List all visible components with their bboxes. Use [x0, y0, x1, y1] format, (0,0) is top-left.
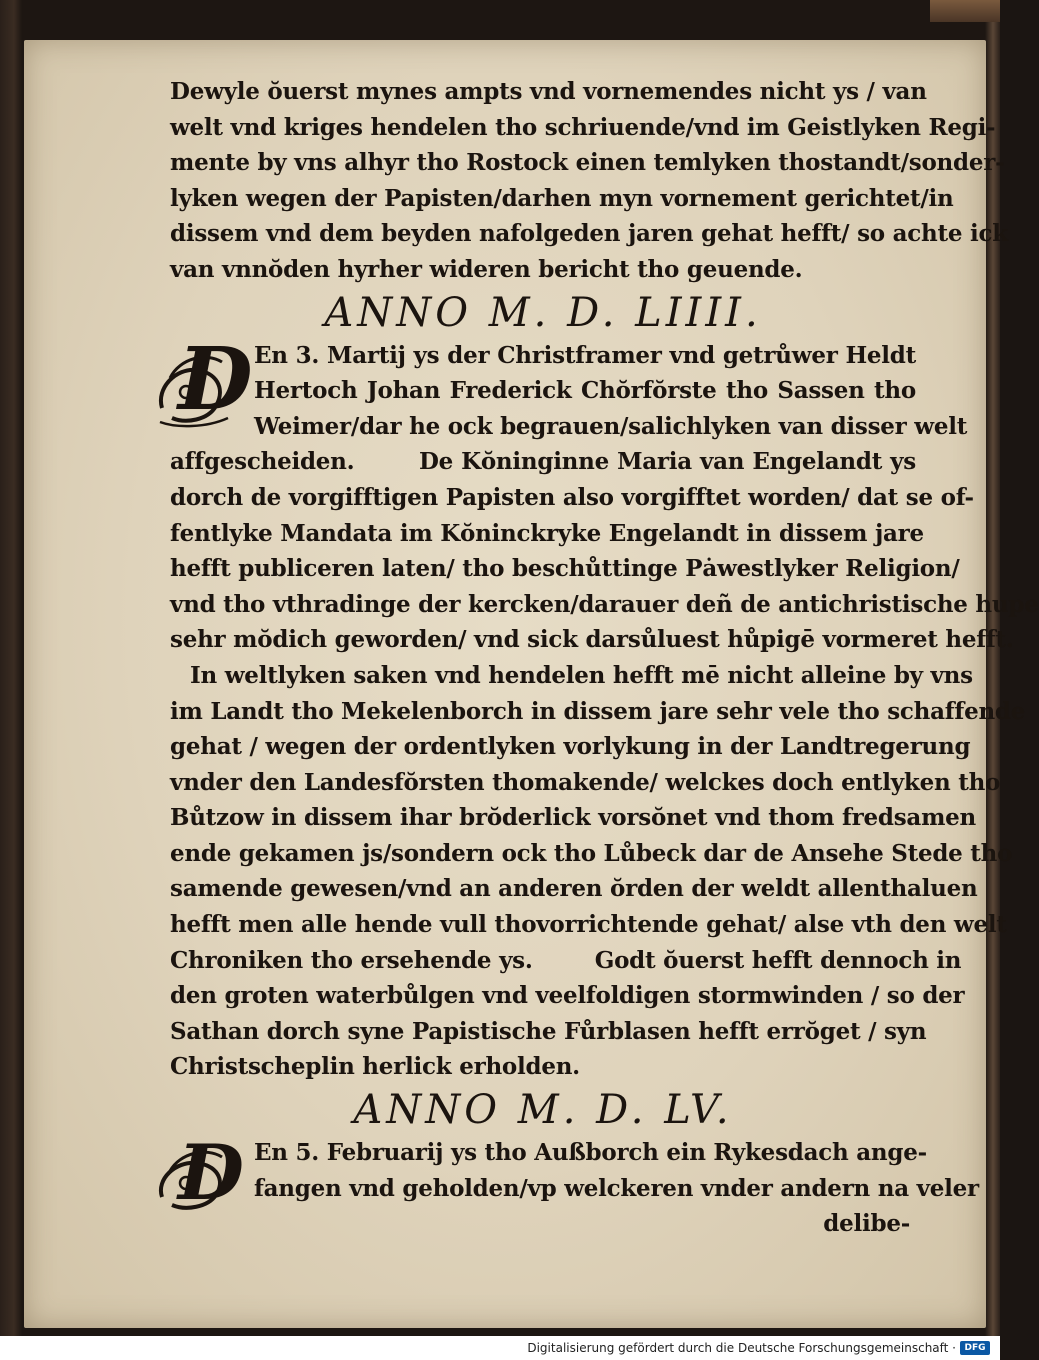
text-line: dissem vnd dem beyden nafolgeden jaren gehat hefft/ so achte ick	[170, 220, 1008, 248]
text-line: welt vnd kriges hendelen tho schriuende/vnd im Geistlyken Regi-	[170, 113, 996, 141]
text-line: lyken wegen der Papisten/darhen myn vornement gerichtet/in	[170, 184, 954, 212]
text-line: den groten waterbůlgen vnd veelfoldigen stormwinden / so der	[170, 982, 965, 1010]
text-line: fangen vnd geholden/vp welckeren vnder andern na veler	[254, 1174, 979, 1202]
text-line: sehr mŏdich geworden/ vnd sick darsůluest hůpigē vormeret hefft.	[170, 626, 1014, 654]
text-line: ende gekamen js/sondern ock tho Lůbeck dar de Ansehe Stede tho	[170, 839, 1013, 867]
text-line: dorch de vorgifftigen Papisten also vorgifftet worden/ dat se of-	[170, 483, 974, 511]
digitization-footer	[0, 1336, 1000, 1360]
text-line: gehat / wegen der ordentlyken vorlykung in der Landtregerung	[170, 733, 971, 761]
text-line: Weimer/dar he ock begrauen/salichlyken van disser welt	[254, 412, 968, 440]
text-line: Christscheplin herlick erholden.	[170, 1053, 580, 1081]
drop-cap-initial	[164, 1128, 244, 1218]
text-line: En 5. Februarij ys tho Außborch ein Rykesdach ange-	[254, 1139, 927, 1167]
text-line: hefft men alle hende vull thovorrichtende gehat/ alse vth den welt	[170, 911, 1007, 939]
dfg-logo-icon: DFG	[960, 1341, 990, 1355]
text-line: vnder den Landesfŏrsten thomakende/ welckes doch entlyken tho	[170, 768, 1001, 796]
drop-cap-initial	[164, 328, 253, 430]
book-edge-strip	[930, 0, 1000, 22]
text-line: affgescheiden. De Kŏninginne Maria van Engelandt ys	[170, 448, 916, 476]
text-line: vnd tho vthradinge der kercken/darauer deñ de antichristische hupe	[170, 590, 1039, 618]
year-heading-1555: ANNO M. D. LV.	[353, 1087, 733, 1134]
text-line: Sathan dorch syne Papistische Fůrblasen hefft errŏget / syn	[170, 1017, 927, 1045]
section-1554	[170, 328, 1039, 1085]
text-line: fentlyke Mandata im Kŏninckryke Engelandt in dissem jare	[170, 519, 924, 547]
text-line: Bůtzow in dissem ihar brŏderlick vorsŏnet vnd thom fredsamen	[170, 804, 977, 832]
footer-credit-text: Digitalisierung gefördert durch die Deutsche Forschungsgemeinschaft ·	[527, 1341, 956, 1355]
text-line: Chroniken tho ersehende ys. Godt ŏuerst hefft dennoch in	[170, 946, 962, 974]
text-line: Hertoch Johan Frederick Chŏrfŏrste tho Sassen tho	[254, 377, 916, 405]
text-line: im Landt tho Mekelenborch in dissem jare sehr vele tho schaffende	[170, 697, 1026, 725]
intro-paragraph	[170, 74, 1008, 288]
text-line: hefft publiceren laten/ tho beschůttinge Pȧwestlyker Religion/	[170, 555, 960, 583]
text-line: Dewyle ŏuerst mynes ampts vnd vornemendes nicht ys / van	[170, 78, 927, 105]
section-1555	[170, 1128, 979, 1242]
catchword: delibe-	[823, 1210, 910, 1238]
year-heading-1554: ANNO M. D. LIIII.	[324, 289, 762, 336]
text-line: In weltlyken saken vnd hendelen hefft mē nicht alleine by vns	[190, 661, 973, 689]
page-text	[170, 74, 1039, 1242]
text-line: van vnnŏden hyrher wideren bericht tho geuende.	[170, 255, 803, 283]
text-line: samende gewesen/vnd an anderen ŏrden der weldt allenthaluen	[170, 875, 978, 903]
drop-cap-letter: D	[178, 328, 253, 430]
drop-cap-letter: D	[178, 1128, 244, 1218]
text-line: En 3. Martij ys der Christframer vnd getrůwer Heldt	[254, 341, 916, 369]
text-line: mente by vns alhyr tho Rostock einen temlyken thostandt/sonder-	[170, 149, 1005, 177]
